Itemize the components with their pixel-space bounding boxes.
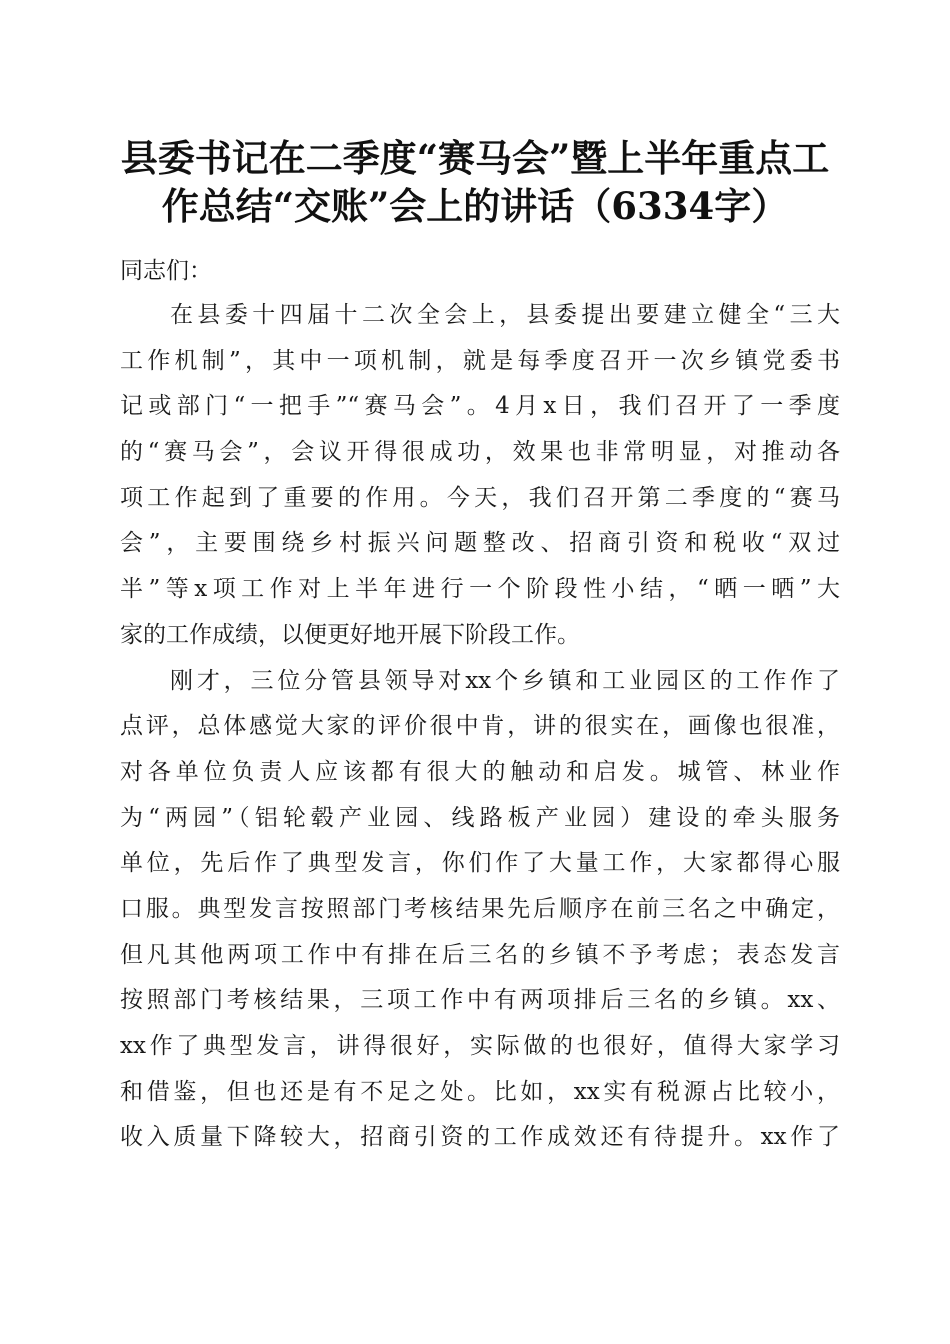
text-line: 点评，总体感觉大家的评价很中肯，讲的很实在，画像也很准， bbox=[120, 713, 840, 740]
text-line: 半”等x项工作对上半年进行一个阶段性小结，“晒一晒”大 bbox=[120, 576, 840, 603]
text-line: 会”，主要围绕乡村振兴问题整改、招商引资和税收“双过 bbox=[120, 530, 840, 557]
text-line: 在县委十四届十二次全会上，县委提出要建立健全“三大 bbox=[170, 302, 840, 328]
text-line: 刚才，三位分管县领导对xx个乡镇和工业园区的工作作了 bbox=[170, 667, 840, 694]
text-line: 和借鉴，但也还是有不足之处。比如，xx实有税源占比较小， bbox=[120, 1078, 840, 1105]
text-line: 工作机制”，其中一项机制，就是每季度召开一次乡镇党委书 bbox=[120, 347, 840, 374]
title-line-1: 县委书记在二季度“赛马会”暨上半年重点工 bbox=[120, 136, 830, 180]
text-line: 但凡其他两项工作中有排在后三名的乡镇不予考虑；表态发言 bbox=[120, 941, 840, 968]
document-title bbox=[100, 134, 850, 230]
title-line-2: 作总结“交账”会上的讲话（6334字） bbox=[161, 184, 789, 228]
text-line: 家的工作成绩，以便更好地开展下阶段工作。 bbox=[120, 621, 580, 648]
text-line: 项工作起到了重要的作用。今天，我们召开第二季度的“赛马 bbox=[120, 484, 840, 511]
text-line: 按照部门考核结果，三项工作中有两项排后三名的乡镇。xx、 bbox=[120, 987, 840, 1014]
text-line: 记或部门“一把手”“赛马会”。4月x日，我们召开了一季度 bbox=[120, 393, 840, 420]
salutation: 同志们： bbox=[120, 258, 212, 284]
document-body bbox=[120, 250, 840, 1161]
paragraph-1 bbox=[120, 293, 840, 659]
text-line: 为“两园”（铝轮毂产业园、线路板产业园）建设的牵头服务 bbox=[120, 804, 840, 831]
text-line: 的“赛马会”，会议开得很成功，效果也非常明显，对推动各 bbox=[120, 439, 840, 466]
text-line: 单位，先后作了典型发言，你们作了大量工作，大家都得心服 bbox=[120, 850, 840, 877]
text-line: xx作了典型发言，讲得很好，实际做的也很好，值得大家学习 bbox=[120, 1033, 840, 1059]
text-line: 对各单位负责人应该都有很大的触动和启发。城管、林业作 bbox=[120, 758, 840, 785]
text-line: 口服。典型发言按照部门考核结果先后顺序在前三名之中确定， bbox=[120, 895, 840, 922]
paragraph-2 bbox=[120, 659, 840, 1162]
text-line: 收入质量下降较大，招商引资的工作成效还有待提升。xx作了 bbox=[120, 1124, 840, 1151]
